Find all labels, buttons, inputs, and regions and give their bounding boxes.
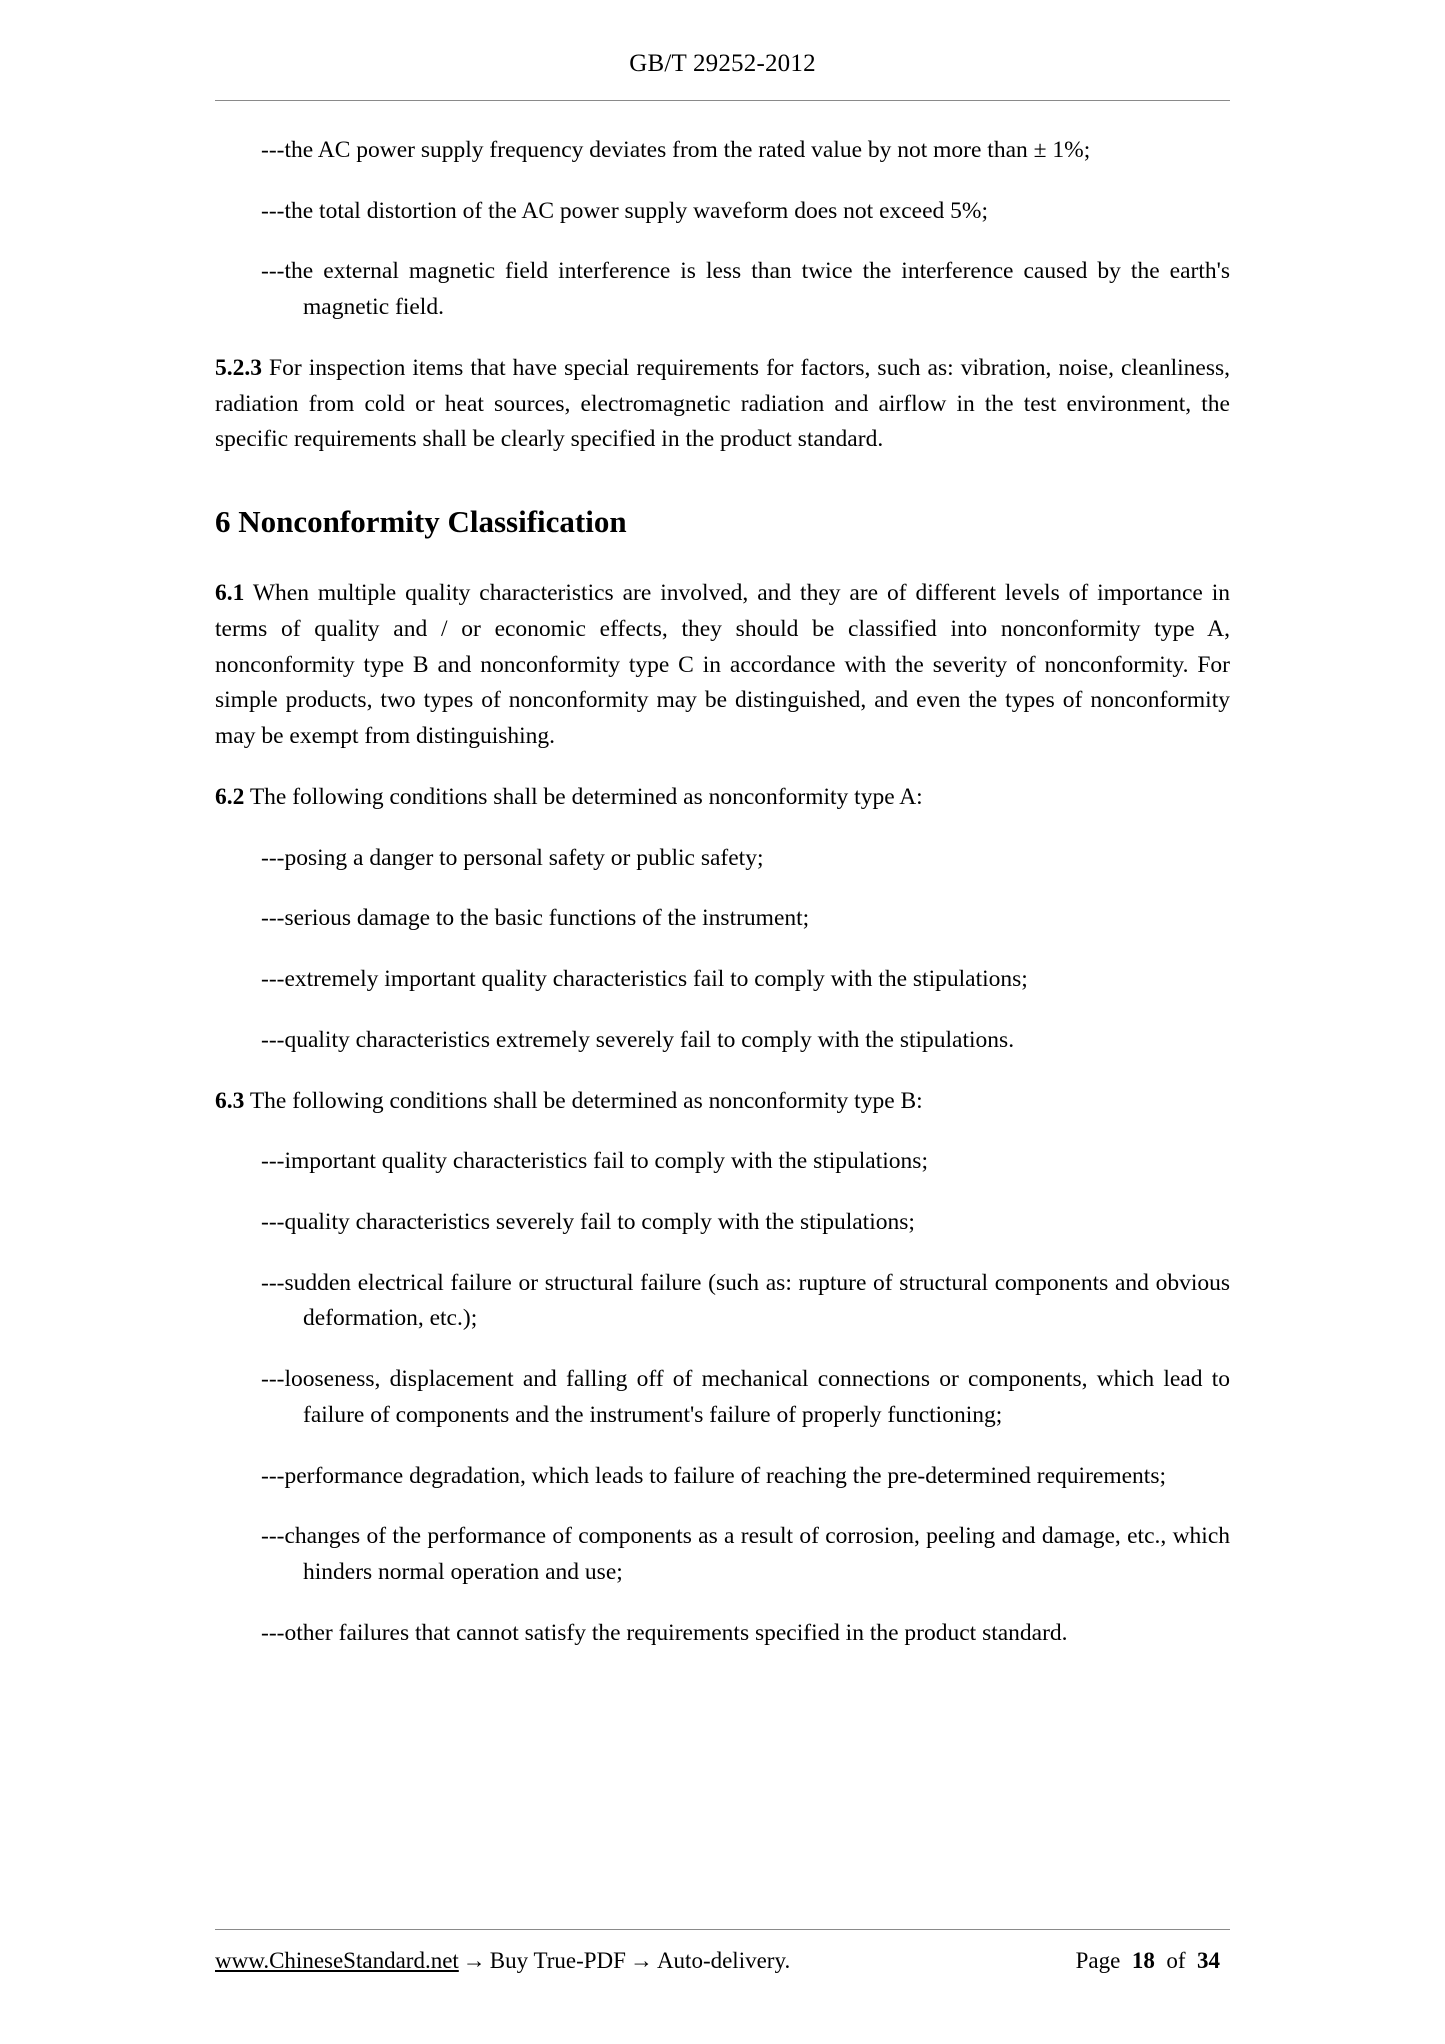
list-item: ---the external magnetic field interference is less than twice the interference caused by the earth's magnetic field. (261, 258, 1230, 321)
list-item: ---serious damage to the basic functions of the instrument; (261, 905, 810, 932)
footer-divider (215, 1929, 1230, 1930)
clause-number: 6.2 (215, 783, 245, 810)
footer-links (215, 1948, 790, 1974)
clause-5-2-3 (215, 351, 1230, 458)
clause-text: For inspection items that have special requirements for factors, such as: vibration, noise, cleanliness, radiation from cold or heat sources, electromagnetic radiation and airflow in the test environment, the specific requirements shall be clearly specified in the product standard. (215, 354, 1230, 453)
buy-label[interactable]: Buy True-PDF (489, 1948, 626, 1973)
page-number: 18 (1131, 1948, 1155, 1973)
clause-number: 5.2.3 (215, 354, 262, 381)
clause-6-3 (215, 1084, 1230, 1120)
list-item: ---performance degradation, which leads to failure of reaching the pre-determined requirements; (261, 1462, 1166, 1489)
total-pages: 34 (1197, 1948, 1220, 1973)
list-item: ---the total distortion of the AC power supply waveform does not exceed 5%; (261, 197, 989, 224)
clause-number: 6.1 (215, 580, 245, 607)
page-word: Page (1075, 1948, 1121, 1973)
list-item: ---quality characteristics severely fail to comply with the stipulations; (261, 1208, 915, 1235)
page-footer (215, 1929, 1230, 1974)
clause-6-1 (215, 576, 1230, 755)
list-item: ---the AC power supply frequency deviates from the rated value by not more than ± 1%; (261, 137, 1091, 163)
page-content (215, 101, 1230, 1651)
clause-text: When multiple quality characteristics are involved, and they are of different levels of importance in terms of quality and / or economic effects, they should be classified into nonconformity type A, nonconformity type B and nonconformity type C in accordance with the severity of nonconformity. For simple products, two types of nonconformity may be distinguished, and even the types of nonconformity may be exempt from distinguishing. (215, 580, 1230, 750)
page-indicator (1076, 1948, 1230, 1974)
page-header (0, 0, 1445, 78)
website-link[interactable]: www.ChineseStandard.net (215, 1948, 459, 1973)
list-item: ---important quality characteristics fail to comply with the stipulations; (261, 1148, 928, 1175)
list-item: ---changes of the performance of components as a result of corrosion, peeling and damage, etc., which hinders normal operation and use; (261, 1523, 1230, 1585)
clause-number: 6.3 (215, 1087, 245, 1114)
clause-6-2 (215, 780, 1230, 816)
of-word: of (1166, 1948, 1186, 1973)
list-item: ---sudden electrical failure or structural failure (such as: rupture of structural components and obvious deformation, etc.); (261, 1269, 1230, 1332)
arrow-right-icon: → (462, 1948, 486, 1973)
list-item: ---extremely important quality characteristics fail to comply with the stipulations; (261, 966, 1028, 993)
clause-text: The following conditions shall be determined as nonconformity type A: (244, 783, 923, 810)
delivery-label: Auto-delivery. (656, 1948, 791, 1973)
list-item: ---posing a danger to personal safety or public safety; (261, 844, 764, 871)
section-heading-6: 6 Nonconformity Classification (215, 504, 627, 540)
list-item: ---looseness, displacement and falling off of mechanical connections or components, which lead to failure of components and the instrument's failure of properly functioning; (261, 1366, 1230, 1428)
clause-text: The following conditions shall be determined as nonconformity type B: (244, 1087, 923, 1114)
list-item: ---quality characteristics extremely severely fail to comply with the stipulations. (261, 1026, 1015, 1053)
list-item: ---other failures that cannot satisfy the requirements specified in the product standard. (261, 1619, 1068, 1646)
arrow-right-icon-2: → (629, 1948, 653, 1973)
standard-code: GB/T 29252-2012 (629, 50, 816, 77)
